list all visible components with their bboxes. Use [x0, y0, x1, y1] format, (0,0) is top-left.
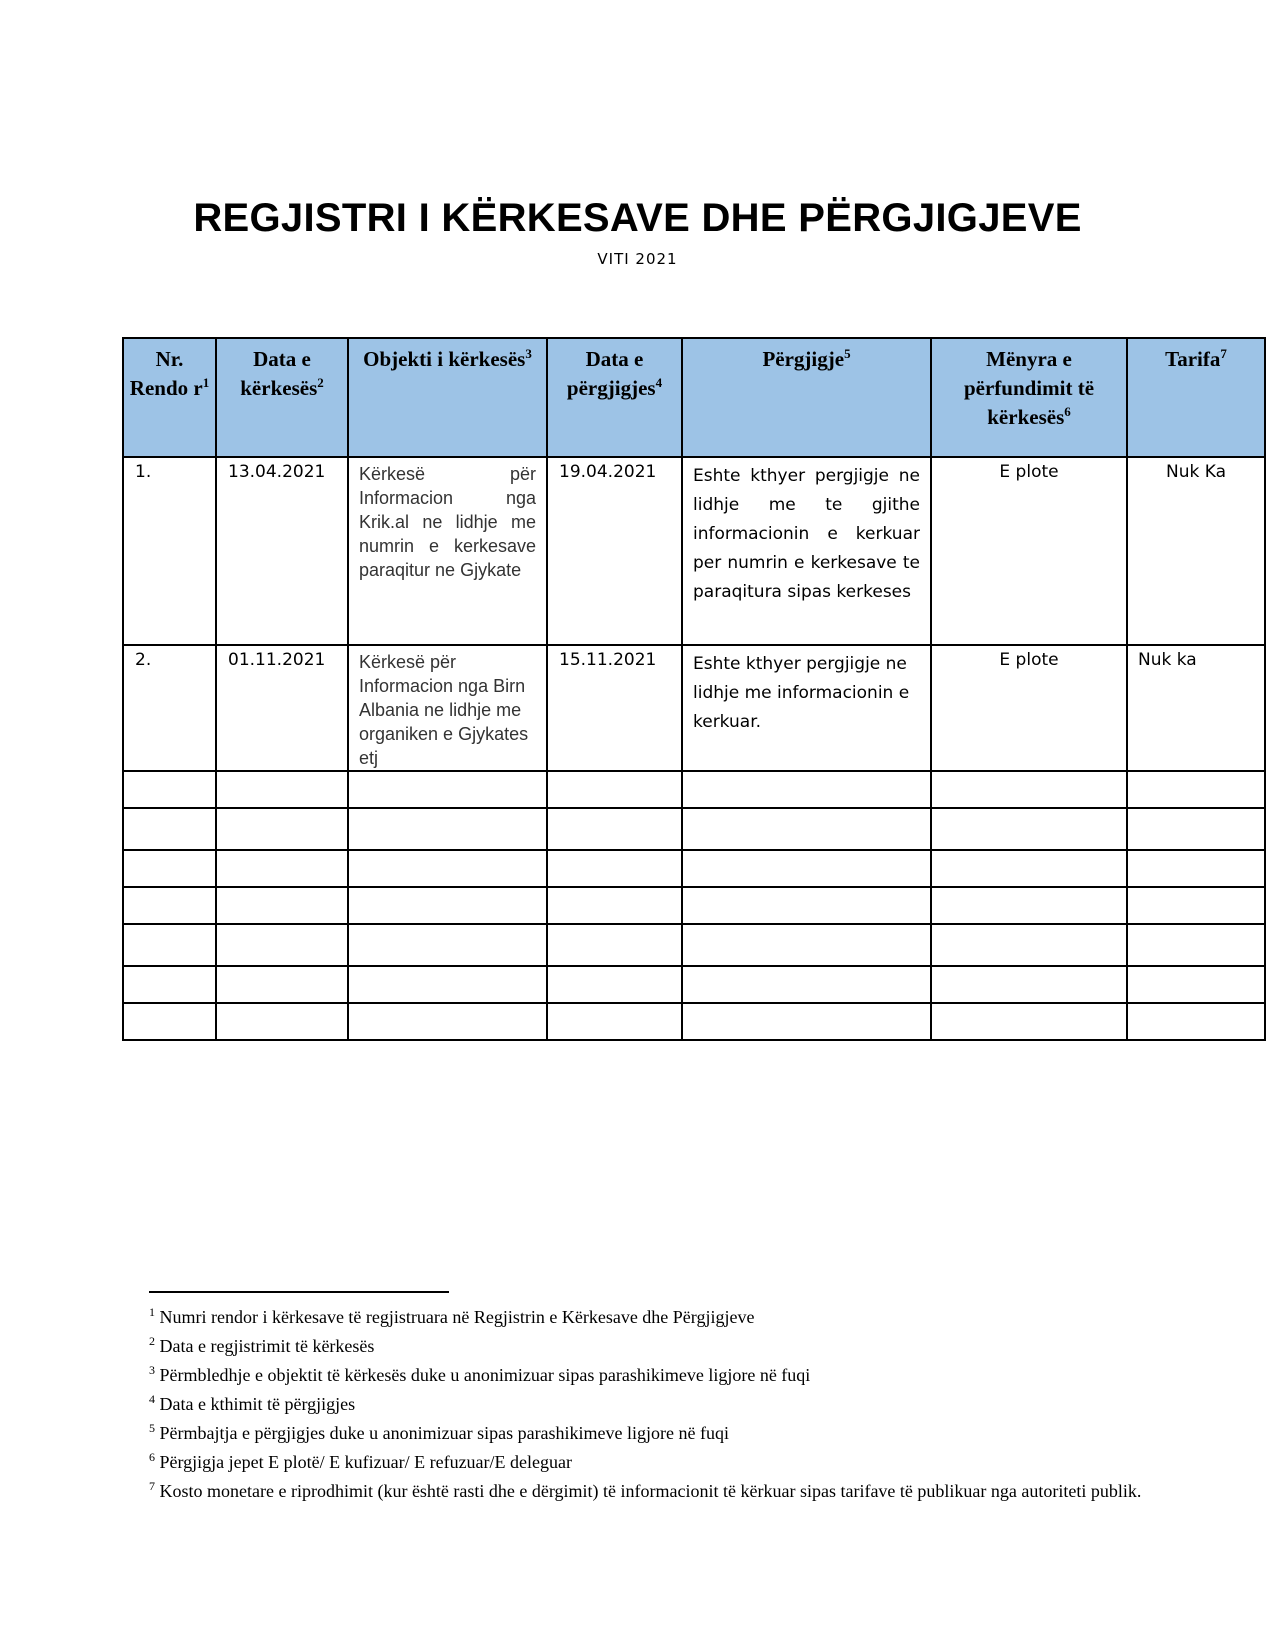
cell-request-date: 01.11.2021	[216, 645, 348, 771]
cell-response: Eshte kthyer pergjigje ne lidhje me informacionin e kerkuar.	[682, 645, 931, 771]
cell-response-date: 15.11.2021	[547, 645, 682, 771]
table-header-row	[123, 338, 1265, 457]
footnote: $^7$ Kosto monetare e riprodhimit (kur është rasti dhe e dërgimit) të informacionit të kërkuar sipas tarifave të publikuar nga autoriteti publik.	[149, 1479, 1142, 1501]
empty-table-row	[123, 1003, 1265, 1040]
cell-fee: Nuk Ka	[1127, 457, 1265, 645]
header-object: Objekti i kërkesës$^3$	[348, 338, 547, 457]
cell-nr: 1.	[123, 457, 216, 645]
cell-completion: E plote	[931, 645, 1127, 771]
cell-fee: Nuk ka	[1127, 645, 1265, 771]
footnote: $^2$ Data e regjistrimit të kërkesës	[149, 1334, 375, 1356]
cell-completion: E plote	[931, 457, 1127, 645]
header-response: Përgjigje$^5$	[682, 338, 931, 457]
document-title: REGJISTRI I KËRKESAVE DHE PËRGJIGJEVE	[193, 196, 1082, 240]
table-row	[123, 645, 1265, 771]
empty-table-row	[123, 771, 1265, 808]
empty-table-row	[123, 808, 1265, 850]
header-nr: Nr. Rendo $r^1$	[123, 338, 216, 457]
footnote: $^6$ Përgjigja jepet E plotë/ E kufizuar/ E refuzuar/E deleguar	[149, 1450, 572, 1472]
cell-response-date: 19.04.2021	[547, 457, 682, 645]
requests-register-table	[122, 337, 1266, 1041]
cell-object: Kërkesë për Informacion nga Krik.al ne lidhje me numrin e kerkesave paraqitur ne Gjykate	[348, 457, 547, 645]
cell-request-date: 13.04.2021	[216, 457, 348, 645]
table-row	[123, 457, 1265, 645]
cell-object: Kërkesë për Informacion nga Birn Albania ne lidhje me organiken e Gjykates etj	[348, 645, 547, 771]
empty-table-row	[123, 850, 1265, 887]
footnote: $^5$ Përmbajtja e përgjigjes duke u anonimizuar sipas parashikimeve ligjore në fuqi	[149, 1421, 730, 1443]
footnote-separator	[149, 1291, 449, 1293]
empty-table-row	[123, 924, 1265, 966]
document-subtitle: VITI 2021	[597, 250, 678, 268]
empty-table-row	[123, 966, 1265, 1003]
header-completion: Mënyra e përfundimit të kërkesës$^6$	[931, 338, 1127, 457]
footnote: $^4$ Data e kthimit të përgjigjes	[149, 1392, 356, 1414]
footnote: $^1$ Numri rendor i kërkesave të regjistruara në Regjistrin e Kërkesave dhe Përgjigjeve	[149, 1305, 755, 1327]
header-response-date: Data e përgjigjes$^4$	[547, 338, 682, 457]
empty-table-row	[123, 887, 1265, 924]
header-request-date: Data e kërkesës$^2$	[216, 338, 348, 457]
footnote: $^3$ Përmbledhje e objektit të kërkesës duke u anonimizuar sipas parashikimeve ligjore në fuqi	[149, 1363, 811, 1385]
cell-nr: 2.	[123, 645, 216, 771]
cell-response: Eshte kthyer pergjigje ne lidhje me te gjithe informacionin e kerkuar per numrin e kerkesave te paraqitura sipas kerkeses	[682, 457, 931, 645]
footnotes	[149, 1300, 1149, 1503]
header-fee: Tarifa$^7$	[1127, 338, 1265, 457]
